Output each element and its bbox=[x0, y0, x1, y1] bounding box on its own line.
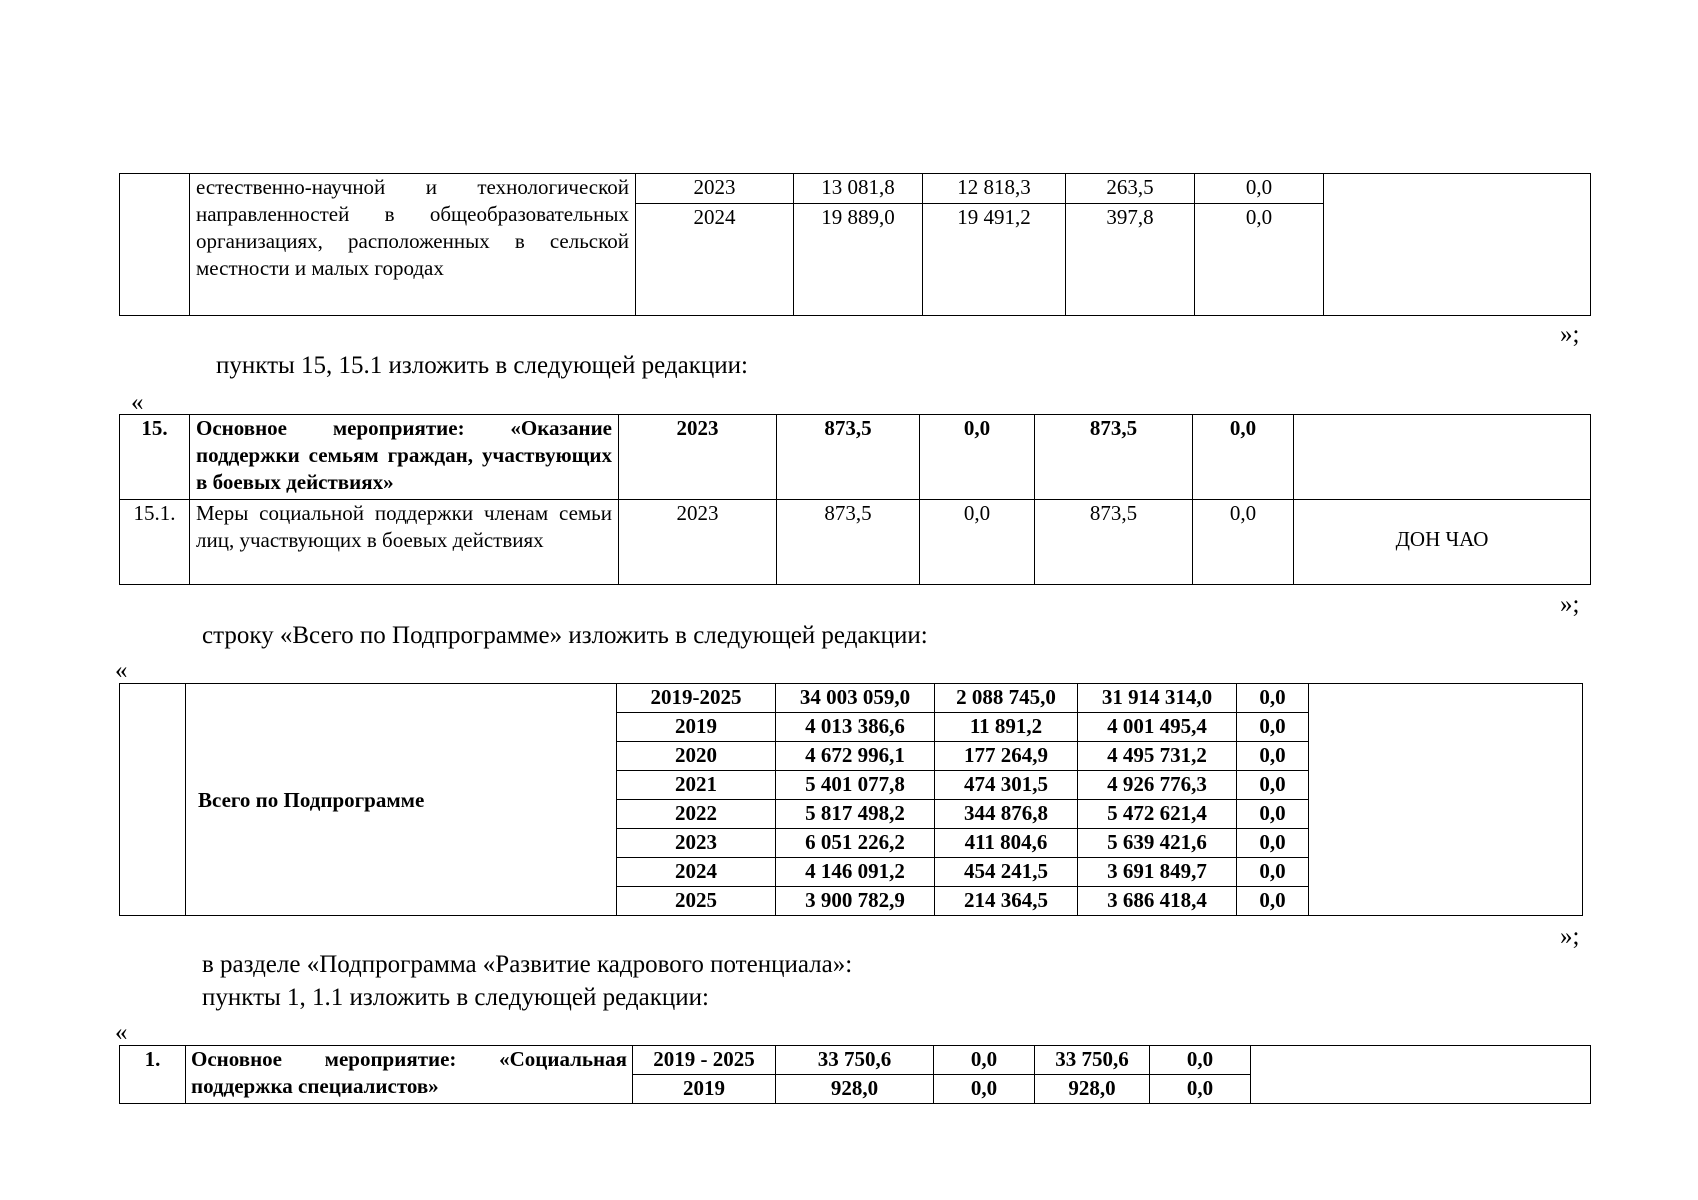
activity-description: Основное мероприятие: «Социальная поддержка специалистов» bbox=[186, 1046, 633, 1104]
year-cell: 2023 bbox=[619, 415, 777, 500]
executor-cell bbox=[1294, 500, 1591, 585]
regional-cell: 397,8 bbox=[1066, 204, 1195, 316]
federal-cell: 344 876,8 bbox=[935, 800, 1078, 829]
table-items-1 bbox=[119, 1045, 1591, 1104]
executor-cell bbox=[1324, 174, 1591, 316]
regional-cell: 3 686 418,4 bbox=[1078, 887, 1237, 916]
federal-cell: 177 264,9 bbox=[935, 742, 1078, 771]
federal-cell: 12 818,3 bbox=[923, 174, 1066, 204]
regional-cell: 33 750,6 bbox=[1035, 1046, 1150, 1075]
executor-cell bbox=[1294, 415, 1591, 500]
total-cell: 19 889,0 bbox=[794, 204, 923, 316]
total-cell: 5 817 498,2 bbox=[776, 800, 935, 829]
opening-quote: « bbox=[131, 389, 144, 416]
section-paragraph: в разделе «Подпрограмма «Развитие кадрового потенциала»: bbox=[202, 951, 853, 978]
year-cell: 2022 bbox=[617, 800, 776, 829]
federal-cell: 411 804,6 bbox=[935, 829, 1078, 858]
year-cell: 2023 bbox=[619, 500, 777, 585]
regional-cell: 4 001 495,4 bbox=[1078, 713, 1237, 742]
year-cell: 2025 bbox=[617, 887, 776, 916]
year-cell: 2021 bbox=[617, 771, 776, 800]
federal-cell: 19 491,2 bbox=[923, 204, 1066, 316]
year-cell: 2019 bbox=[617, 713, 776, 742]
total-cell: 928,0 bbox=[776, 1075, 934, 1104]
year-cell: 2024 bbox=[617, 858, 776, 887]
executor-name: ДОН ЧАО bbox=[1395, 527, 1489, 551]
year-cell: 2023 bbox=[636, 174, 794, 204]
table-continuation bbox=[119, 173, 1591, 316]
other-cell: 0,0 bbox=[1237, 887, 1309, 916]
total-cell: 5 401 077,8 bbox=[776, 771, 935, 800]
year-cell: 2019 bbox=[633, 1075, 776, 1104]
table-subprogram-total bbox=[119, 683, 1583, 916]
year-cell: 2024 bbox=[636, 204, 794, 316]
year-cell: 2019 - 2025 bbox=[633, 1046, 776, 1075]
regional-cell: 4 926 776,3 bbox=[1078, 771, 1237, 800]
other-cell: 0,0 bbox=[1237, 713, 1309, 742]
instruction-paragraph: пункты 15, 15.1 изложить в следующей редакции: bbox=[216, 352, 748, 379]
other-cell: 0,0 bbox=[1237, 684, 1309, 713]
total-cell: 33 750,6 bbox=[776, 1046, 934, 1075]
total-cell: 4 013 386,6 bbox=[776, 713, 935, 742]
other-cell: 0,0 bbox=[1237, 829, 1309, 858]
subprogram-total-label: Всего по Подпрограмме bbox=[186, 684, 617, 916]
other-cell: 0,0 bbox=[1195, 204, 1324, 316]
instruction-paragraph: пункты 1, 1.1 изложить в следующей редакции: bbox=[202, 984, 709, 1011]
activity-description: естественно-научной и технологической направленностей в общеобразовательных организациях, расположенных в сельской местности и малых городах bbox=[190, 174, 636, 316]
total-cell: 34 003 059,0 bbox=[776, 684, 935, 713]
year-cell: 2019-2025 bbox=[617, 684, 776, 713]
regional-cell: 873,5 bbox=[1035, 500, 1193, 585]
federal-cell: 474 301,5 bbox=[935, 771, 1078, 800]
other-cell: 0,0 bbox=[1237, 858, 1309, 887]
regional-cell: 5 639 421,6 bbox=[1078, 829, 1237, 858]
row-number-cell: 1. bbox=[120, 1046, 186, 1104]
regional-cell: 4 495 731,2 bbox=[1078, 742, 1237, 771]
activity-description: Основное мероприятие: «Оказание поддержки семьям граждан, участвующих в боевых действиях» bbox=[190, 415, 619, 500]
executor-cell bbox=[1309, 684, 1583, 916]
year-cell: 2023 bbox=[617, 829, 776, 858]
other-cell: 0,0 bbox=[1150, 1046, 1251, 1075]
closing-quote: »; bbox=[1560, 591, 1580, 618]
row-number-cell: 15. bbox=[120, 415, 190, 500]
total-cell: 873,5 bbox=[777, 415, 920, 500]
regional-cell: 31 914 314,0 bbox=[1078, 684, 1237, 713]
other-cell: 0,0 bbox=[1237, 742, 1309, 771]
total-cell: 4 146 091,2 bbox=[776, 858, 935, 887]
closing-quote: »; bbox=[1560, 923, 1580, 950]
activity-description: Меры социальной поддержки членам семьи лиц, участвующих в боевых действиях bbox=[190, 500, 619, 585]
federal-cell: 0,0 bbox=[920, 415, 1035, 500]
total-cell: 6 051 226,2 bbox=[776, 829, 935, 858]
row-number-cell bbox=[120, 174, 190, 316]
other-cell: 0,0 bbox=[1195, 174, 1324, 204]
total-cell: 4 672 996,1 bbox=[776, 742, 935, 771]
instruction-paragraph: строку «Всего по Подпрограмме» изложить в следующей редакции: bbox=[202, 622, 928, 649]
regional-cell: 928,0 bbox=[1035, 1075, 1150, 1104]
federal-cell: 214 364,5 bbox=[935, 887, 1078, 916]
year-cell: 2020 bbox=[617, 742, 776, 771]
executor-cell bbox=[1251, 1046, 1591, 1104]
total-cell: 873,5 bbox=[777, 500, 920, 585]
federal-cell: 0,0 bbox=[920, 500, 1035, 585]
row-number-cell: 15.1. bbox=[120, 500, 190, 585]
closing-quote: »; bbox=[1560, 321, 1580, 348]
total-cell: 3 900 782,9 bbox=[776, 887, 935, 916]
federal-cell: 0,0 bbox=[934, 1046, 1035, 1075]
federal-cell: 454 241,5 bbox=[935, 858, 1078, 887]
regional-cell: 873,5 bbox=[1035, 415, 1193, 500]
other-cell: 0,0 bbox=[1150, 1075, 1251, 1104]
regional-cell: 263,5 bbox=[1066, 174, 1195, 204]
regional-cell: 5 472 621,4 bbox=[1078, 800, 1237, 829]
federal-cell: 2 088 745,0 bbox=[935, 684, 1078, 713]
federal-cell: 11 891,2 bbox=[935, 713, 1078, 742]
total-cell: 13 081,8 bbox=[794, 174, 923, 204]
other-cell: 0,0 bbox=[1237, 771, 1309, 800]
other-cell: 0,0 bbox=[1237, 800, 1309, 829]
other-cell: 0,0 bbox=[1193, 500, 1294, 585]
table-items-15 bbox=[119, 414, 1591, 585]
regional-cell: 3 691 849,7 bbox=[1078, 858, 1237, 887]
row-number-cell bbox=[120, 684, 186, 916]
opening-quote: « bbox=[115, 1019, 128, 1046]
other-cell: 0,0 bbox=[1193, 415, 1294, 500]
federal-cell: 0,0 bbox=[934, 1075, 1035, 1104]
opening-quote: « bbox=[115, 657, 128, 684]
